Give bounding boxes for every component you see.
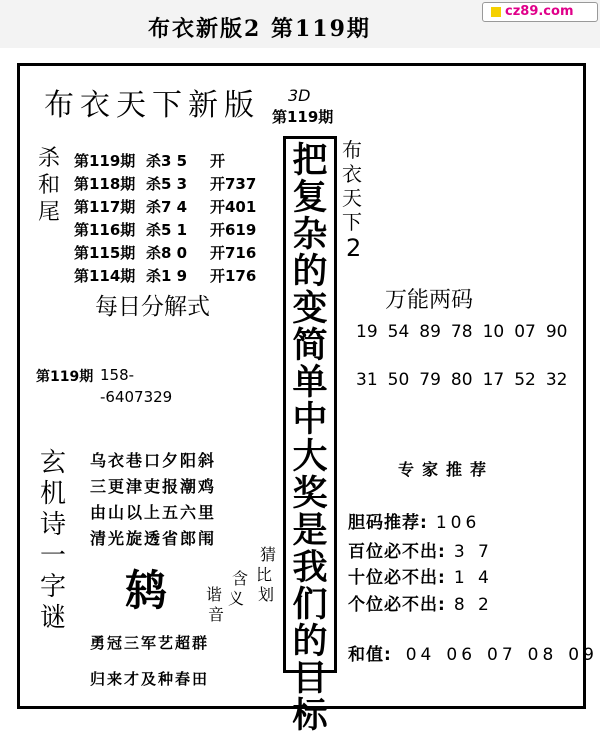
number-line-2: -6407329 [100,388,173,406]
number-issue: 第119期 [36,369,94,385]
bottom-poem-line: 勇冠三军艺超群 [90,634,210,652]
right-brand-number: 2 [346,234,362,262]
bottom-poem-line: 归来才及种春田 [90,670,210,688]
xuanji-label: 玄机诗一字谜 [40,448,67,633]
poem-line: 由山以上五六里 [90,503,217,522]
riddle-answer-char: 鸫 [125,566,168,615]
expert-title: 专家推荐 [398,460,495,479]
hint-char: 划 [258,585,275,604]
sha-row: 第115期 杀8 0 开716 [74,244,257,262]
hezhi-row: 和值: 04 06 07 08 09 [348,645,598,665]
hint-char: 猜 [260,545,277,564]
yellow-square-icon [491,7,501,17]
sha-row: 第118期 杀5 3 开737 [74,175,257,193]
site-url: cz89.com [505,4,574,19]
bai-row: 百位必不出: 3 7 [348,542,493,562]
meiri-heading: 每日分解式 [95,294,210,320]
pair-row: 19 54 89 78 10 07 90 [356,322,568,342]
site-badge[interactable] [482,2,598,22]
poem-line: 三更津吏报潮鸡 [90,477,217,496]
sha-row: 第117期 杀7 4 开401 [74,198,257,216]
brand-3d-tag: 3D [288,86,311,105]
hint-char: 含 [232,569,249,588]
page-title: 布衣新版2 第119期 [148,16,371,42]
sha-row: 第119期 杀3 5 开 [74,152,226,170]
pair-row: 31 50 79 80 17 52 32 [356,370,568,390]
sha-row: 第114期 杀1 9 开176 [74,267,257,285]
wanneng-title: 万能两码 [385,288,474,313]
right-brand: 布衣天下 [342,138,362,234]
sha-section-label: 杀和尾 [38,146,61,225]
brand-title: 布衣天下新版 [44,88,260,123]
sha-row: 第116期 杀5 1 开619 [74,221,257,239]
hint-char: 谐 [206,585,223,604]
number-line-1: 158- [100,366,135,384]
hint-char: 义 [228,589,245,608]
shi-row: 十位必不出: 1 4 [348,568,493,588]
brand-issue: 第119期 [272,108,334,126]
poem-line: 乌衣巷口夕阳斜 [90,451,217,470]
hint-char: 音 [208,605,225,624]
ge-row: 个位必不出: 8 2 [348,595,493,615]
danma-row: 胆码推荐: 106 [348,513,481,533]
poem-line: 清光旋透省郎闱 [90,529,217,548]
hint-char: 比 [256,565,273,584]
center-slogan: 把复杂的变简单中大奖是我们的目标 [292,140,328,736]
